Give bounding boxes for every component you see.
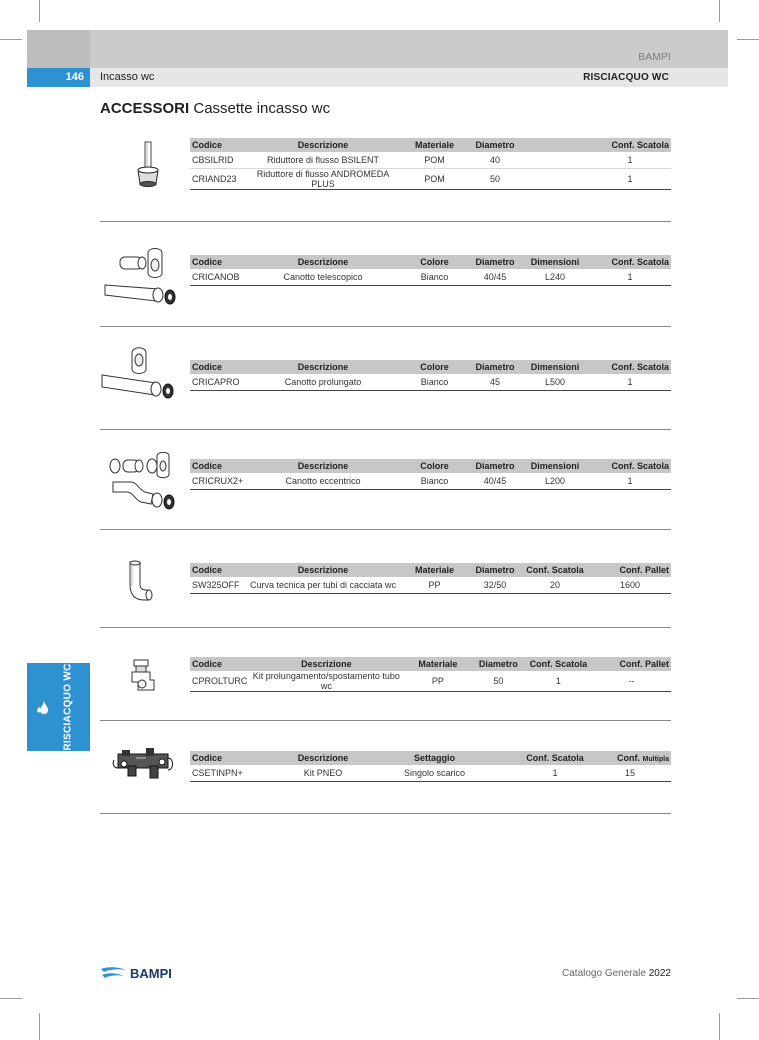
- col-header: Diametro: [469, 255, 521, 269]
- table-row: [190, 169, 671, 190]
- table-row: [190, 374, 671, 391]
- cell-desc: Canotto telescopico: [246, 269, 400, 286]
- bend-pipe-icon: [124, 560, 158, 604]
- footer-logo-text: BAMPI: [130, 966, 172, 981]
- page-title-rest: Cassette incasso wc: [193, 100, 331, 117]
- crop-mark: [719, 0, 720, 22]
- header-band: [27, 30, 728, 68]
- cell: L200: [521, 473, 589, 490]
- cell-desc: Canotto eccentrico: [246, 473, 400, 490]
- product-section-6: [100, 650, 671, 720]
- crop-mark: [719, 1013, 720, 1040]
- col-header: Materiale: [400, 138, 469, 152]
- col-header: Descrizione: [246, 360, 400, 374]
- cell: 50: [469, 169, 521, 190]
- category-name: RISCIACQUO WC: [583, 72, 669, 83]
- cell: 15: [589, 765, 671, 782]
- table-row: [190, 671, 671, 692]
- cell: PP: [403, 671, 472, 692]
- cell: 1: [589, 374, 671, 391]
- col-header: Conf. Scatola: [521, 563, 589, 577]
- section-separator: [100, 529, 671, 530]
- cell: L500: [521, 374, 589, 391]
- eccentric-pipe-icon: [105, 452, 189, 512]
- col-header: Codice: [190, 657, 249, 671]
- extended-pipe-icon: [100, 345, 188, 405]
- header-brand: BAMPI: [638, 52, 671, 63]
- table-header-row: [190, 360, 671, 374]
- page-number: 146: [27, 68, 90, 87]
- col-header: Descrizione: [246, 751, 400, 765]
- col-header: Materiale: [400, 563, 469, 577]
- product-section-2: [100, 245, 671, 325]
- cell-code: SW325OFF: [190, 577, 246, 594]
- section-separator: [100, 221, 671, 222]
- cell: 1600: [589, 577, 671, 594]
- footer-catalog-name: Catalogo Generale: [562, 968, 646, 979]
- col-header: Descrizione: [246, 563, 400, 577]
- product-section-4: [100, 450, 671, 530]
- product-table: [190, 138, 671, 190]
- page-title-bold: ACCESSORI: [100, 100, 190, 117]
- cell: POM: [400, 169, 469, 190]
- cell: [469, 765, 521, 782]
- section-separator: [100, 813, 671, 814]
- col-header: Codice: [190, 459, 246, 473]
- table-header-row: [190, 255, 671, 269]
- cell: POM: [400, 152, 469, 169]
- product-section-5: [100, 555, 671, 625]
- footer-logo: [100, 965, 186, 986]
- product-section-3: [100, 345, 671, 425]
- cell: 20: [521, 577, 589, 594]
- product-section-7: [100, 740, 671, 810]
- table-row: [190, 765, 671, 782]
- cell: 1: [589, 473, 671, 490]
- col-header: Diametro: [469, 459, 521, 473]
- cell-desc: Canotto prolungato: [246, 374, 400, 391]
- table-header-row: [190, 657, 671, 671]
- cell-desc: Riduttore di flusso BSILENT: [246, 152, 400, 169]
- col-header: Materiale: [403, 657, 472, 671]
- cell: L240: [521, 269, 589, 286]
- cell: [521, 169, 589, 190]
- bampi-logo-icon: [100, 965, 186, 981]
- cell: --: [592, 671, 671, 692]
- side-tab-label: RISCIACQUO WC: [62, 663, 74, 751]
- col-header: Codice: [190, 255, 246, 269]
- crop-mark: [39, 1013, 40, 1040]
- flow-reducer-icon: [128, 140, 168, 190]
- col-header: Conf. Scatola: [524, 657, 592, 671]
- side-tab: [27, 663, 90, 751]
- header-band-left: [27, 30, 90, 68]
- cell-code: CRIAND23: [190, 169, 246, 190]
- footer-year: 2022: [648, 968, 671, 979]
- col-header: Dimensioni: [521, 255, 589, 269]
- cell-desc: Kit PNEO: [246, 765, 400, 782]
- crop-mark: [0, 998, 22, 999]
- col-header: Codice: [190, 138, 246, 152]
- col-header: Descrizione: [246, 459, 400, 473]
- footer-catalog: [562, 968, 671, 979]
- cell: 1: [524, 671, 592, 692]
- product-table: [190, 360, 671, 391]
- table-header-row: [190, 138, 671, 152]
- section-separator: [100, 720, 671, 721]
- table-header-row: [190, 751, 671, 765]
- col-header: [589, 751, 671, 765]
- cell: Bianco: [400, 473, 469, 490]
- col-header: Codice: [190, 360, 246, 374]
- cell: Bianco: [400, 374, 469, 391]
- cell: 40/45: [469, 473, 521, 490]
- col-header: Colore: [400, 459, 469, 473]
- crop-mark: [39, 0, 40, 22]
- cell-desc: Kit prolungamento/spostamento tubo wc: [249, 671, 403, 692]
- table-row: [190, 473, 671, 490]
- table-row: [190, 577, 671, 594]
- crop-mark: [737, 998, 759, 999]
- col-header: Colore: [400, 255, 469, 269]
- section-separator: [100, 627, 671, 628]
- col-header: Codice: [190, 751, 246, 765]
- cell-code: CRICAPRO: [190, 374, 246, 391]
- cell-code: CPROLTURC: [190, 671, 249, 692]
- table-row: [190, 269, 671, 286]
- col-header: Conf. Scatola: [589, 255, 671, 269]
- product-section-1: [100, 138, 671, 222]
- cell: [521, 152, 589, 169]
- product-table: [190, 657, 671, 692]
- col-header: Descrizione: [246, 255, 400, 269]
- col-header: Diametro: [469, 360, 521, 374]
- cell: 40: [469, 152, 521, 169]
- col-header: Settaggio: [400, 751, 469, 765]
- table-header-row: [190, 459, 671, 473]
- product-table: [190, 255, 671, 286]
- cell: 32/50: [469, 577, 521, 594]
- cell-desc: Curva tecnica per tubi di cacciata wc: [246, 577, 400, 594]
- cell: 40/45: [469, 269, 521, 286]
- page-title: [100, 100, 330, 117]
- col-header: Descrizione: [246, 138, 400, 152]
- pneumatic-kit-icon: [112, 744, 176, 784]
- col-header: Dimensioni: [521, 459, 589, 473]
- cell-code: CBSILRID: [190, 152, 246, 169]
- col-header: Descrizione: [249, 657, 403, 671]
- col-header-small: Multipla: [642, 756, 669, 763]
- col-header: [521, 138, 589, 152]
- cell: 1: [521, 765, 589, 782]
- table-header-row: [190, 563, 671, 577]
- col-header: Conf. Scatola: [589, 459, 671, 473]
- product-table: [190, 459, 671, 490]
- col-header: Codice: [190, 563, 246, 577]
- col-header: Conf. Scatola: [589, 360, 671, 374]
- cell-code: CSETINPN+: [190, 765, 246, 782]
- cell-code: CRICRUX2+: [190, 473, 246, 490]
- col-header-part: Conf.: [617, 753, 641, 763]
- col-header: Diametro: [469, 138, 521, 152]
- col-header: Colore: [400, 360, 469, 374]
- cell: Singolo scarico: [400, 765, 469, 782]
- col-header: Conf. Scatola: [589, 138, 671, 152]
- col-header: Conf. Pallet: [589, 563, 671, 577]
- col-header: Diametro: [469, 563, 521, 577]
- section-separator: [100, 429, 671, 430]
- cell: 1: [589, 152, 671, 169]
- telescopic-pipe-icon: [100, 245, 188, 311]
- water-drop-icon: [36, 699, 50, 715]
- cell-code: CRICANOB: [190, 269, 246, 286]
- product-table: [190, 751, 671, 782]
- crop-mark: [737, 39, 759, 40]
- col-header: Diametro: [472, 657, 524, 671]
- cell: 45: [469, 374, 521, 391]
- col-header: Conf. Scatola: [521, 751, 589, 765]
- col-header: Conf. Pallet: [592, 657, 671, 671]
- table-row: [190, 152, 671, 169]
- crop-mark: [0, 39, 22, 40]
- cell-desc: Riduttore di flusso ANDROMEDA PLUS: [246, 169, 400, 190]
- section-name: Incasso wc: [100, 71, 155, 83]
- col-header: Dimensioni: [521, 360, 589, 374]
- section-separator: [100, 326, 671, 327]
- col-header: [469, 751, 521, 765]
- cell: PP: [400, 577, 469, 594]
- extension-kit-icon: [128, 658, 158, 694]
- cell: Bianco: [400, 269, 469, 286]
- cell: 1: [589, 269, 671, 286]
- cell: 1: [589, 169, 671, 190]
- product-table: [190, 563, 671, 594]
- cell: 50: [472, 671, 524, 692]
